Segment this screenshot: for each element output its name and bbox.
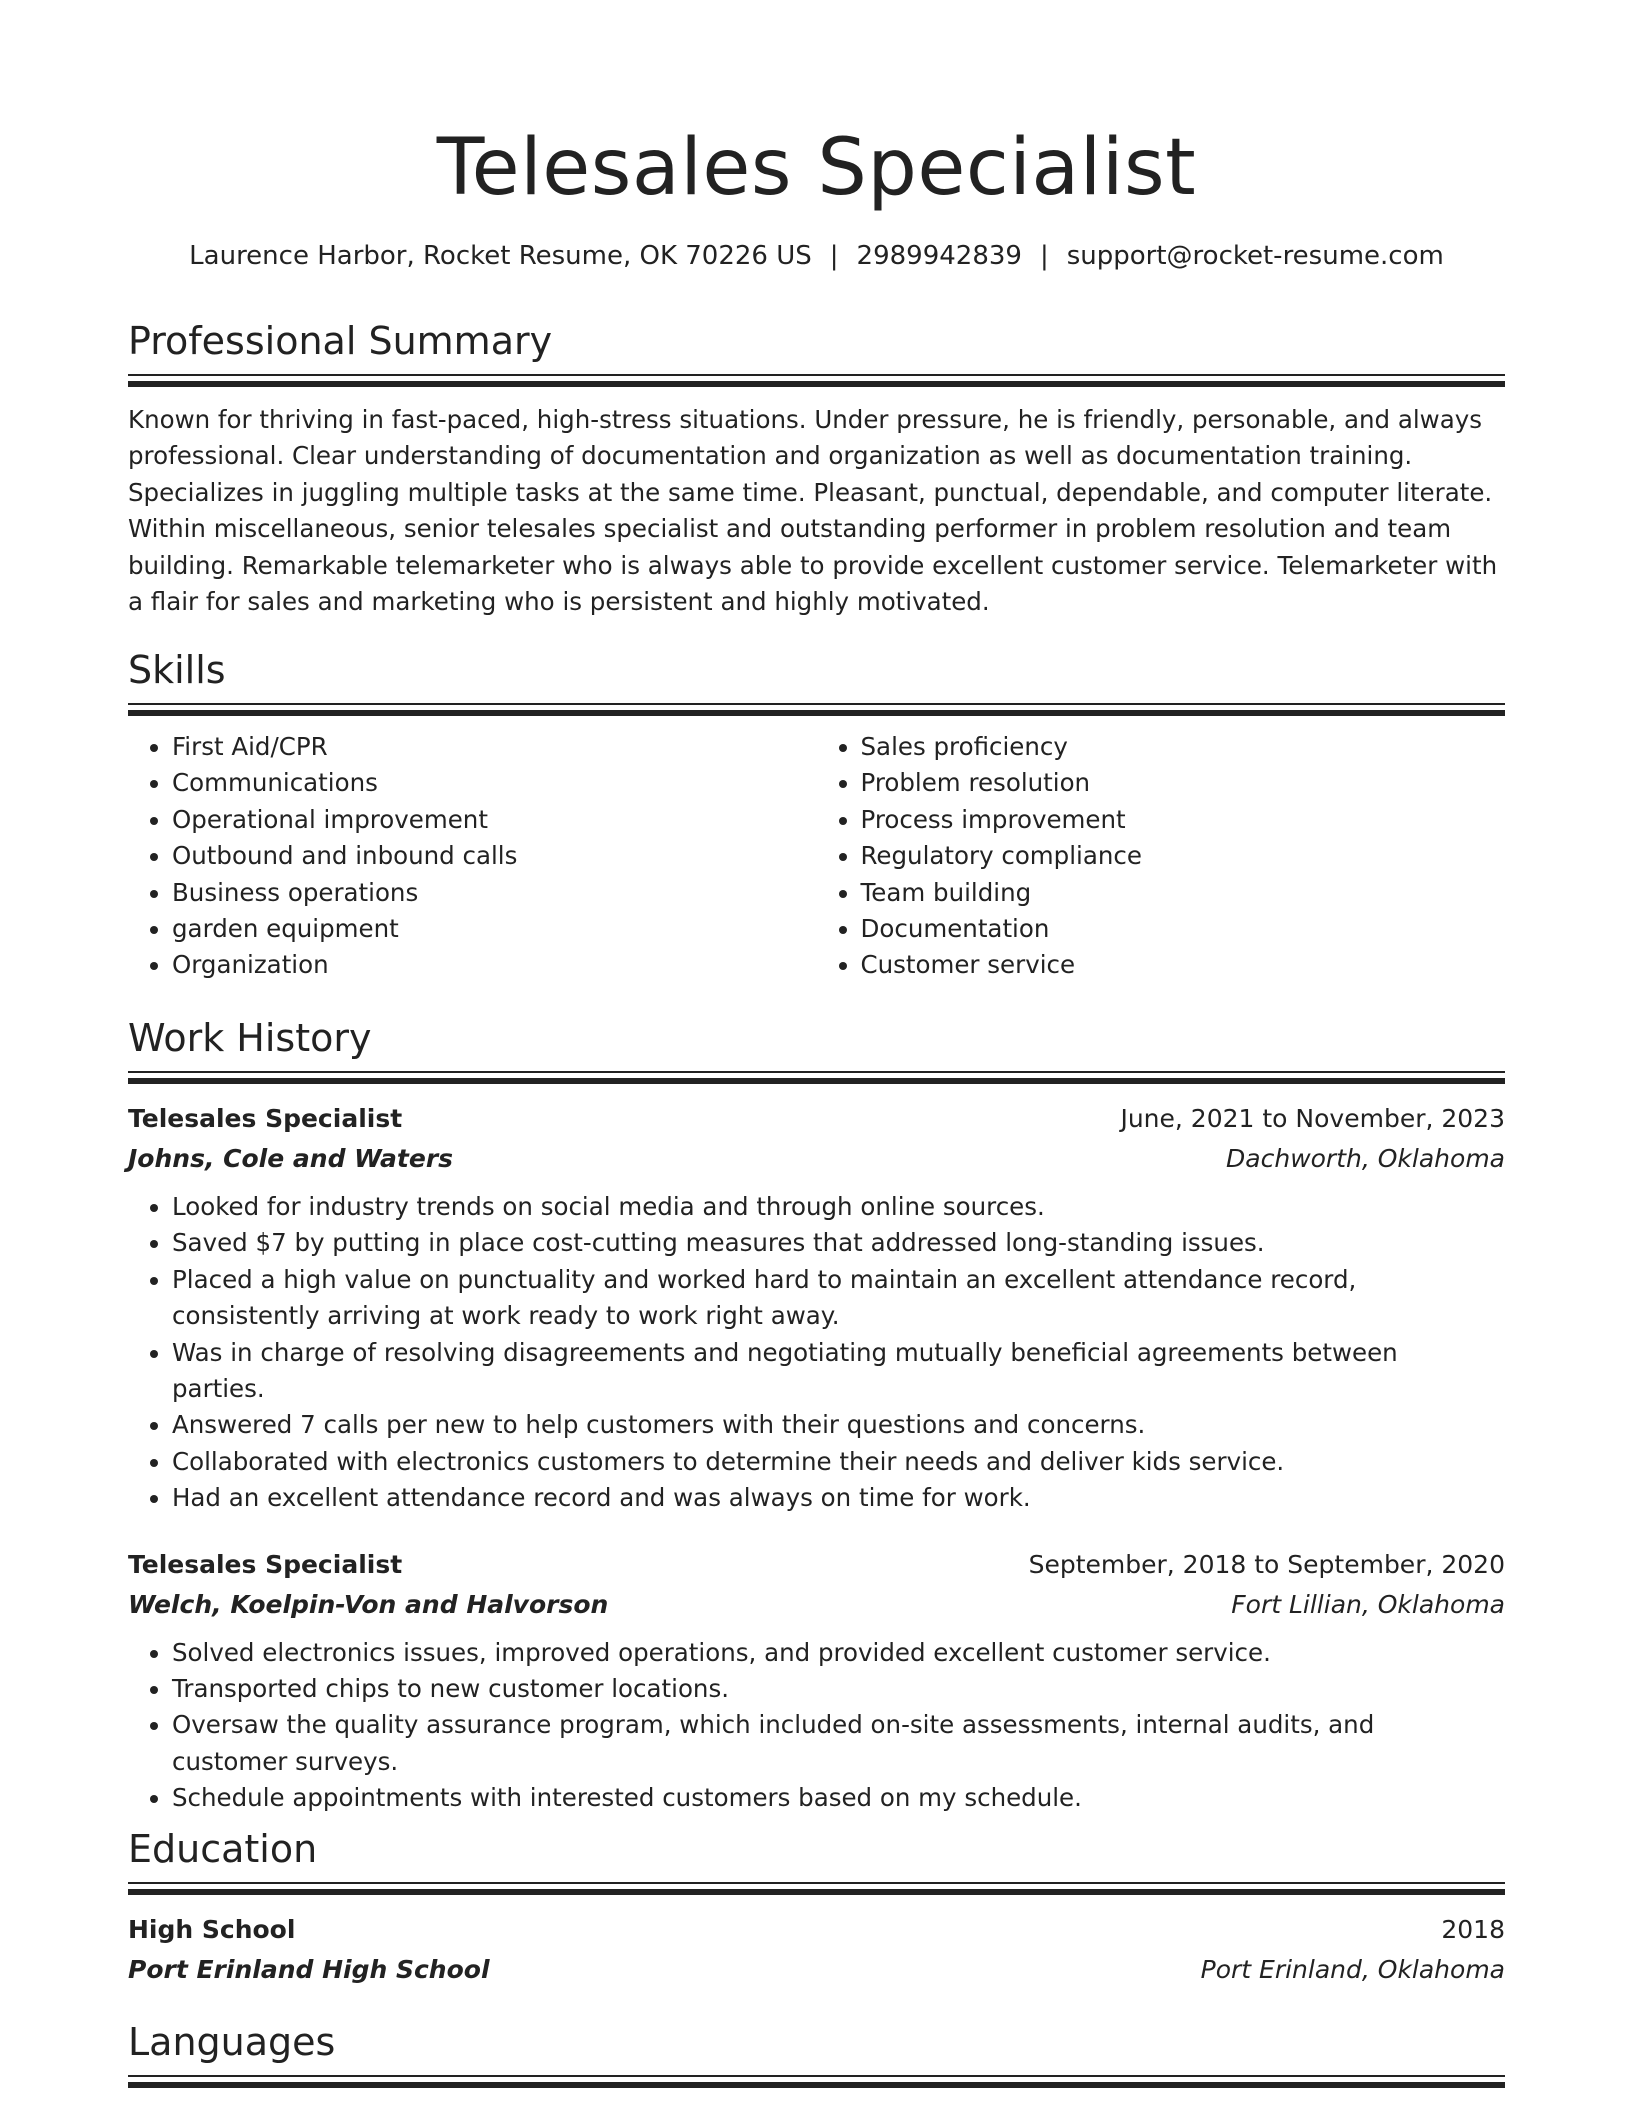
skill-item: • Operational improvement	[172, 802, 817, 838]
job-header-row	[128, 1099, 1505, 1139]
section-rule	[128, 1071, 1505, 1085]
skills-section	[128, 645, 1505, 984]
skill-item: • Problem resolution	[861, 765, 1506, 801]
contact-separator: |	[829, 241, 839, 271]
skills-columns	[128, 729, 1505, 984]
job-bullets	[128, 1635, 1505, 1817]
summary-heading: Professional Summary	[128, 319, 553, 363]
summary-section	[128, 316, 1505, 620]
job-bullet: • Looked for industry trends on social media and through online sources.	[172, 1189, 1505, 1225]
job-bullet: • Transported chips to new customer locations.	[172, 1671, 1505, 1707]
job-subheader-row	[128, 1585, 1505, 1625]
job-header-row	[128, 1545, 1505, 1585]
job-bullet: • Collaborated with electronics customers to determine their needs and deliver kids service.	[172, 1444, 1505, 1480]
skills-heading: Skills	[128, 648, 226, 692]
languages-section	[128, 2017, 1505, 2089]
job-bullet: • Answered 7 calls per new to help customers with their questions and concerns.	[172, 1407, 1505, 1443]
job-title: Telesales Specialist	[128, 1104, 403, 1133]
education-heading: Education	[128, 1827, 318, 1871]
skill-item: • Organization	[172, 947, 817, 983]
skills-list-right	[817, 729, 1506, 984]
contact-separator: |	[1039, 241, 1049, 271]
work-section	[128, 1013, 1505, 1817]
job-location: Dachworth, Oklahoma	[1226, 1144, 1505, 1173]
job-bullet: • Oversaw the quality assurance program, which included on-site assessments, internal audits, and customer surveys.	[172, 1707, 1505, 1780]
job-bullet: • Was in charge of resolving disagreements and negotiating mutually beneficial agreements between parties.	[172, 1335, 1505, 1408]
job-dates: September, 2018 to September, 2020	[1028, 1549, 1505, 1579]
contact-phone: 2989942839	[856, 241, 1022, 271]
job-company: Welch, Koelpin-Von and Halvorson	[128, 1589, 609, 1619]
contact-line	[128, 236, 1505, 276]
job-title: Telesales Specialist	[128, 1549, 403, 1579]
job-bullet: • Schedule appointments with interested customers based on my schedule.	[172, 1780, 1505, 1816]
job-bullet: • Had an excellent attendance record and was always on time for work.	[172, 1480, 1505, 1516]
job-company: Johns, Cole and Waters	[128, 1144, 454, 1173]
skill-item: • Customer service	[861, 947, 1506, 983]
skill-item: • Process improvement	[861, 802, 1506, 838]
education-degree: High School	[128, 1915, 296, 1944]
education-header-row	[128, 1910, 1505, 1950]
section-rule	[128, 374, 1505, 388]
job-entry	[128, 1099, 1505, 1517]
contact-email: support@rocket-resume.com	[1066, 241, 1444, 271]
contact-address: Laurence Harbor, Rocket Resume, OK 70226 US	[189, 241, 812, 271]
section-rule	[128, 703, 1505, 717]
job-bullets	[128, 1189, 1505, 1517]
job-location: Fort Lillian, Oklahoma	[1231, 1589, 1505, 1619]
education-subheader-row	[128, 1950, 1505, 1990]
education-entry	[128, 1910, 1505, 1990]
job-dates: June, 2021 to November, 2023	[1120, 1104, 1505, 1133]
job-entry	[128, 1545, 1505, 1817]
job-bullet: • Solved electronics issues, improved operations, and provided excellent customer service.	[172, 1635, 1505, 1671]
section-rule	[128, 2075, 1505, 2089]
languages-heading: Languages	[128, 2020, 336, 2064]
skill-item: • Documentation	[861, 911, 1506, 947]
skill-item: • garden equipment	[172, 911, 817, 947]
skill-item: • Outbound and inbound calls	[172, 838, 817, 874]
section-rule	[128, 1882, 1505, 1896]
job-bullet: • Saved $7 by putting in place cost-cutting measures that addressed long-standing issues.	[172, 1225, 1505, 1261]
skill-item: • Business operations	[172, 875, 817, 911]
skills-list-left	[128, 729, 817, 984]
summary-text: Known for thriving in fast-paced, high-stress situations. Under pressure, he is friendly, personable, and always professional. Clear understanding of documentation and organization as well as documentation training. Specializes in juggling multiple tasks at the same time. Pleasant, punctual, dependable, and computer literate. Within miscellaneous, senior telesales specialist and outstanding performer in problem resolution and team building. Remarkable telemarketer who is always able to provide excellent customer service. Telemarketer with a flair for sales and marketing who is persistent and highly motivated.	[128, 405, 1498, 617]
skill-item: • Communications	[172, 765, 817, 801]
education-school: Port Erinland High School	[128, 1955, 490, 1984]
resume-title: Telesales Specialist	[436, 123, 1197, 213]
education-year: 2018	[1441, 1915, 1505, 1944]
skill-item: • First Aid/CPR	[172, 729, 817, 765]
work-heading: Work History	[128, 1016, 372, 1060]
skill-item: • Team building	[861, 875, 1506, 911]
skill-item: • Sales proficiency	[861, 729, 1506, 765]
skill-item: • Regulatory compliance	[861, 838, 1506, 874]
education-location: Port Erinland, Oklahoma	[1200, 1955, 1505, 1984]
job-subheader-row	[128, 1139, 1505, 1179]
job-bullet: • Placed a high value on punctuality and worked hard to maintain an excellent attendance record, consistently arriving at work ready to work right away.	[172, 1262, 1505, 1335]
education-section	[128, 1824, 1505, 1990]
